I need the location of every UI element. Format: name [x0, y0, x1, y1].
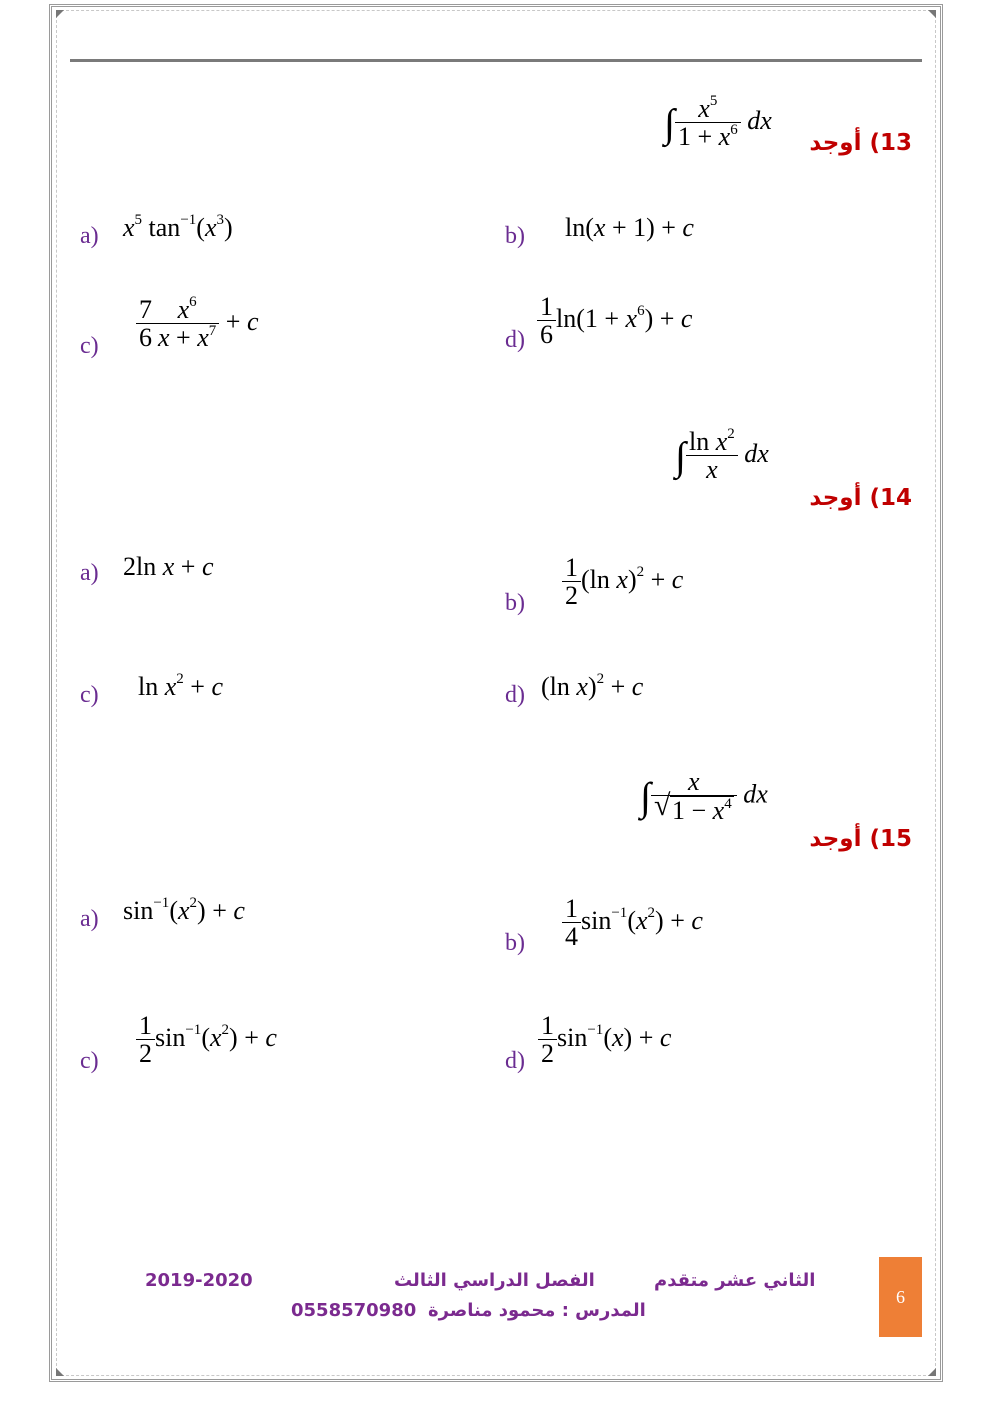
corner-mark-bottom-right	[928, 1368, 936, 1376]
footer-term: الفصل الدراسي الثالث	[394, 1270, 595, 1291]
q15-option-d[interactable]: d)	[505, 1048, 525, 1074]
q13-option-b-expr: ln(x + 1) + c	[565, 213, 694, 242]
q15-option-b[interactable]: b)	[505, 930, 525, 956]
q14-option-d[interactable]: d)	[505, 682, 525, 708]
q13-option-d[interactable]: d)	[505, 327, 525, 353]
q15-option-a[interactable]: a)	[80, 906, 99, 932]
q13-option-d-expr: $\frac{1}{6}$ $\ln(1 + x^6) + c$	[537, 293, 692, 349]
question-14-integral: ∫ $\frac{\ln x^2}{x}$ dx	[675, 426, 769, 485]
question-13-label: 13) أوجد	[809, 130, 912, 156]
page-number-badge	[879, 1257, 922, 1337]
footer-grade: الثاني عشر متقدم	[654, 1270, 816, 1291]
corner-mark-top-right	[928, 10, 936, 18]
q14-option-a[interactable]: a)	[80, 560, 99, 586]
question-15-integral: ∫ x √ $1 - x^4$ dx	[640, 767, 768, 826]
header-rule	[70, 59, 922, 62]
q13-option-c[interactable]: c)	[80, 333, 99, 359]
q15-option-b-expr: $\frac{1}{4}$ $\sin^{-1}(x^2) + c$	[562, 895, 703, 951]
corner-mark-bottom-left	[56, 1368, 64, 1376]
page-number: 6	[896, 1286, 905, 1307]
q15-option-c-expr: $\frac{1}{2}$ $\sin^{-1}(x^2) + c$	[136, 1012, 277, 1068]
q14-option-c[interactable]: c)	[80, 682, 99, 708]
q13-option-a-expr: $x^5$ $\tan^{-1}(x^3)$	[123, 212, 233, 242]
q13-option-c-expr: $\frac{7}{6}$ $\frac{x^6}{x + x^7}$ + c	[136, 296, 258, 352]
q14-option-b[interactable]: b)	[505, 590, 525, 616]
question-13-integral: ∫ $\frac{x^5}{1 + x^6}$ dx	[664, 93, 772, 152]
question-14-label: 14) أوجد	[809, 485, 912, 511]
q13-option-a[interactable]: a)	[80, 223, 99, 249]
q14-option-a-expr: 2ln x + c	[123, 552, 214, 581]
q14-option-d-expr: (ln x)$^2$ + c	[541, 671, 644, 701]
q14-option-b-expr: $\frac{1}{2}$ (ln x)$^2$ + c	[562, 554, 683, 610]
q15-option-d-expr: $\frac{1}{2}$ $\sin^{-1}(x) + c$	[538, 1012, 671, 1068]
q15-option-a-expr: $\sin^{-1}(x^2) + c$	[123, 895, 245, 925]
q15-option-c[interactable]: c)	[80, 1048, 99, 1074]
question-15-label: 15) أوجد	[809, 826, 912, 852]
q14-option-c-expr: $\ln x^2 + c$	[138, 671, 223, 701]
footer-year: 2019-2020	[145, 1270, 253, 1291]
footer-phone: 0558570980	[291, 1300, 417, 1321]
footer-teacher: المدرس : محمود مناصرة	[428, 1300, 646, 1321]
q13-option-b[interactable]: b)	[505, 223, 525, 249]
corner-mark-top-left	[56, 10, 64, 18]
